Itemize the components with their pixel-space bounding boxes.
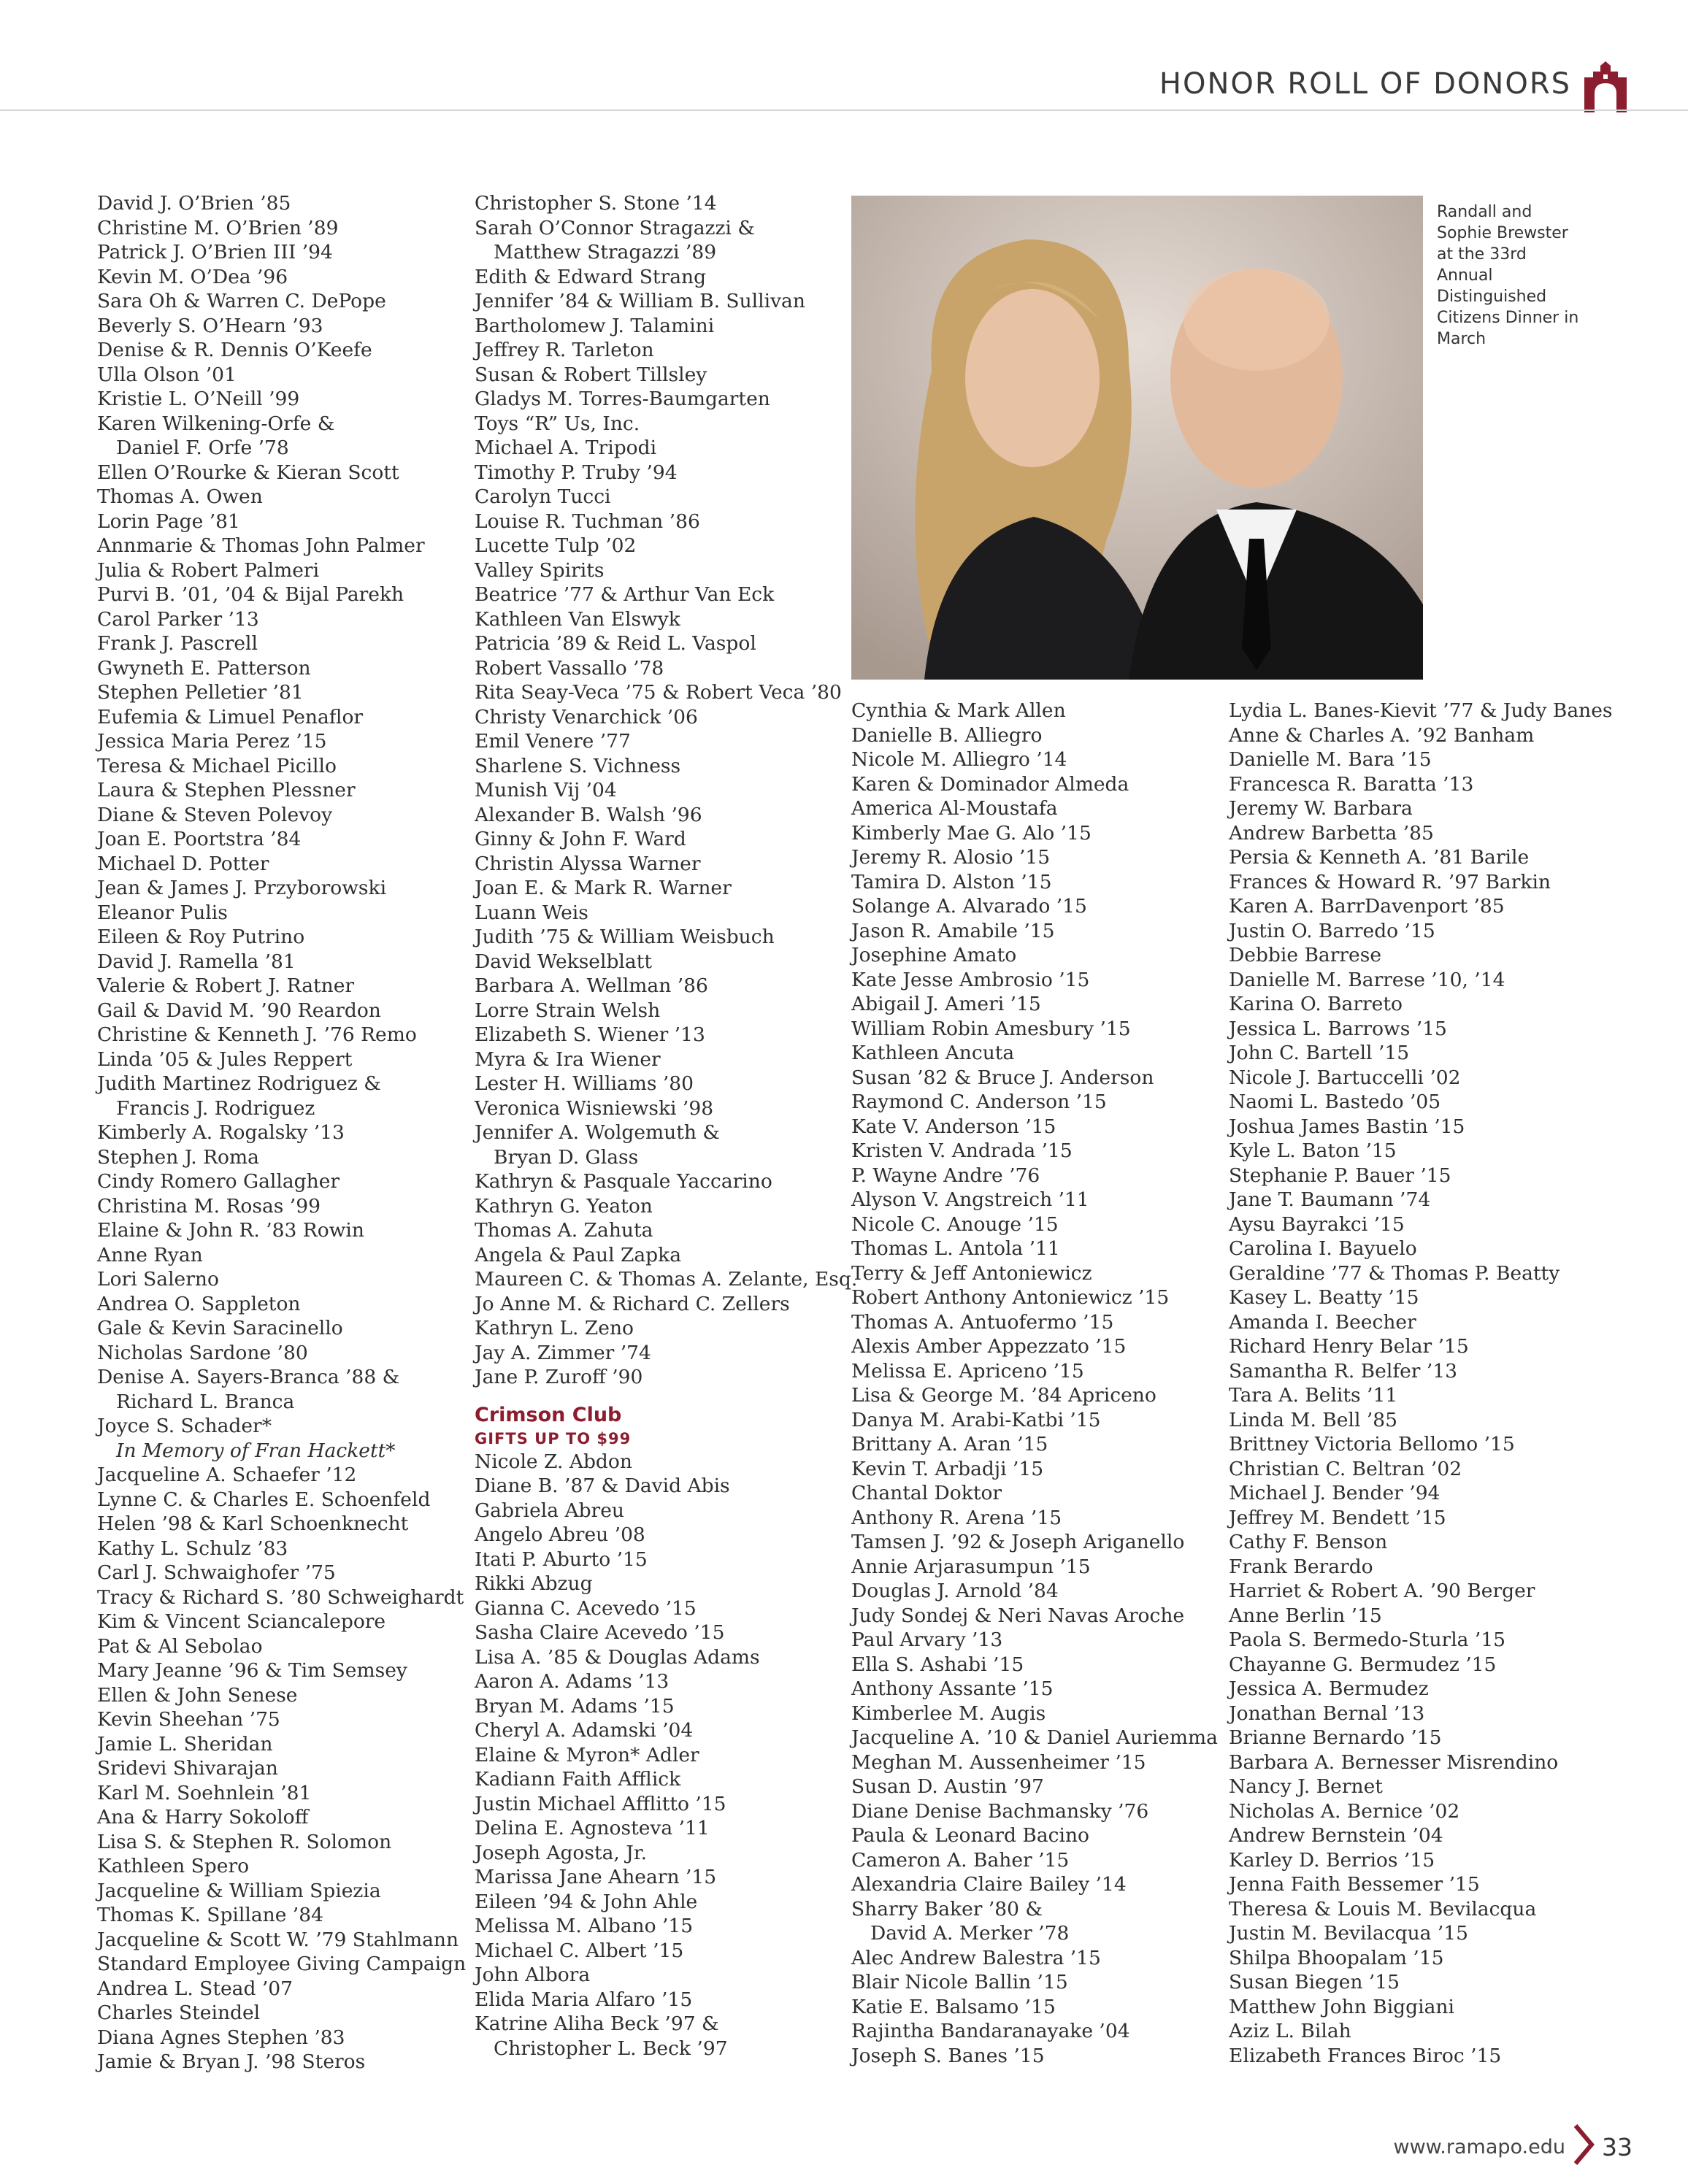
donor-name: Tamsen J. ’92 & Joseph Ariganello bbox=[851, 1531, 1185, 1553]
donor-name: Joshua James Bastin ’15 bbox=[1229, 1115, 1465, 1138]
donor-name: Jacqueline & Scott W. ’79 Stahlmann bbox=[97, 1928, 459, 1951]
donor-name: Carol Parker ’13 bbox=[97, 607, 259, 631]
donor-name: Cynthia & Mark Allen bbox=[851, 699, 1066, 722]
donor-name: Kevin M. O’Dea ’96 bbox=[97, 265, 288, 288]
page-number: 33 bbox=[1602, 2133, 1633, 2161]
donor-name: Joyce S. Schader* bbox=[97, 1415, 272, 1437]
donor-name: Laura & Stephen Plessner bbox=[97, 779, 356, 801]
donor-name: Abigail J. Ameri ’15 bbox=[851, 993, 1041, 1015]
donor-name: Geraldine ’77 & Thomas P. Beatty bbox=[1229, 1261, 1560, 1285]
donor-name: Jamie L. Sheridan bbox=[97, 1732, 273, 1756]
donor-name: Jessica L. Barrows ’15 bbox=[1229, 1017, 1447, 1040]
donor-name: Nicole Z. Abdon bbox=[475, 1450, 632, 1473]
section-heading: Crimson Club bbox=[475, 1403, 622, 1426]
donor-name: Christin Alyssa Warner bbox=[475, 852, 701, 875]
donor-name: Sara Oh & Warren C. DePope bbox=[97, 290, 386, 312]
donor-name-continued: Bryan D. Glass bbox=[494, 1145, 639, 1169]
donor-name: Ginny & John F. Ward bbox=[475, 828, 686, 850]
donor-name: Emil Venere ’77 bbox=[475, 730, 631, 753]
donor-name: Brianne Bernardo ’15 bbox=[1229, 1726, 1442, 1749]
donor-name: Gail & David M. ’90 Reardon bbox=[97, 999, 381, 1022]
donor-name: Ulla Olson ’01 bbox=[97, 363, 237, 386]
donor-name: Brittany A. Aran ’15 bbox=[851, 1433, 1048, 1456]
donor-name: Alyson V. Angstreich ’11 bbox=[851, 1188, 1089, 1211]
donor-name: Cameron A. Baher ’15 bbox=[851, 1848, 1070, 1872]
donor-name: Kate V. Anderson ’15 bbox=[851, 1115, 1056, 1138]
donor-name: Valley Spirits bbox=[475, 558, 605, 582]
donor-name: Christian C. Beltran ’02 bbox=[1229, 1457, 1462, 1480]
donor-name: Teresa & Michael Picillo bbox=[97, 754, 337, 777]
donor-name: Beatrice ’77 & Arthur Van Eck bbox=[475, 583, 775, 606]
donor-name: Brittney Victoria Bellomo ’15 bbox=[1229, 1433, 1515, 1456]
donor-name: Nicole M. Alliegro ’14 bbox=[851, 748, 1067, 771]
donor-name: P. Wayne Andre ’76 bbox=[851, 1164, 1040, 1187]
donor-name: Jeremy W. Barbara bbox=[1229, 797, 1413, 820]
donor-name: Christine M. O’Brien ’89 bbox=[97, 216, 339, 239]
donor-name-continued: David A. Merker ’78 bbox=[870, 1922, 1070, 1945]
donor-name: Douglas J. Arnold ’84 bbox=[851, 1580, 1059, 1602]
donor-name: Diana Agnes Stephen ’83 bbox=[97, 2026, 345, 2049]
donor-name: Shilpa Bhoopalam ’15 bbox=[1229, 1946, 1444, 1969]
donor-name: Kimberly A. Rogalsky ’13 bbox=[97, 1121, 345, 1144]
donor-name: Sasha Claire Acevedo ’15 bbox=[475, 1621, 725, 1644]
donor-name: Sharry Baker ’80 & bbox=[851, 1897, 1043, 1920]
donor-name: Kate Jesse Ambrosio ’15 bbox=[851, 968, 1090, 991]
donor-name: Christina M. Rosas ’99 bbox=[97, 1194, 321, 1218]
donor-name: Jean & James J. Przyborowski bbox=[97, 877, 387, 899]
donor-name: Debbie Barrese bbox=[1229, 944, 1382, 966]
donor-name: Joseph S. Banes ’15 bbox=[851, 2044, 1045, 2067]
donor-name: Christopher S. Stone ’14 bbox=[475, 192, 717, 215]
donor-name: Chantal Doktor bbox=[851, 1482, 1002, 1504]
header-divider bbox=[0, 109, 1688, 111]
donor-name: Barbara A. Bernesser Misrendino bbox=[1229, 1750, 1559, 1774]
donor-name: Ana & Harry Sokoloff bbox=[97, 1806, 309, 1829]
donor-name: Ellen & John Senese bbox=[97, 1683, 298, 1707]
donor-name: Kathryn G. Yeaton bbox=[475, 1194, 653, 1218]
donor-column-4 bbox=[1229, 699, 1613, 2068]
donor-name: Standard Employee Giving Campaign bbox=[97, 1953, 467, 1975]
donor-name: Jo Anne M. & Richard C. Zellers bbox=[475, 1292, 790, 1315]
donor-name: Kimberly Mae G. Alo ’15 bbox=[851, 821, 1092, 845]
donor-name: Alec Andrew Balestra ’15 bbox=[851, 1946, 1101, 1969]
donor-name: Solange A. Alvarado ’15 bbox=[851, 895, 1087, 918]
donor-name: Blair Nicole Ballin ’15 bbox=[851, 1971, 1068, 1993]
donor-name: Elaine & Myron* Adler bbox=[475, 1743, 699, 1766]
donor-name: Angela & Paul Zapka bbox=[475, 1243, 681, 1266]
donor-name: Amanda I. Beecher bbox=[1229, 1310, 1416, 1334]
donor-name: Andrew Barbetta ’85 bbox=[1229, 821, 1434, 845]
donor-name: Anne & Charles A. ’92 Banham bbox=[1229, 723, 1535, 747]
donor-name: Elizabeth S. Wiener ’13 bbox=[475, 1023, 705, 1046]
donor-name: Tracy & Richard S. ’80 Schweighardt bbox=[97, 1585, 464, 1609]
donor-name: Jennifer ’84 & William B. Sullivan bbox=[475, 290, 805, 312]
donor-name: Danielle B. Alliegro bbox=[851, 723, 1043, 747]
donor-name: Annmarie & Thomas John Palmer bbox=[97, 534, 425, 557]
donor-name: Kadiann Faith Afflick bbox=[475, 1768, 681, 1791]
donor-name: Lucette Tulp ’02 bbox=[475, 534, 637, 557]
donor-name: Kathryn L. Zeno bbox=[475, 1317, 634, 1339]
donor-name: Eleanor Pulis bbox=[97, 901, 228, 924]
donor-name: Mary Jeanne ’96 & Tim Semsey bbox=[97, 1659, 407, 1682]
donor-name: Raymond C. Anderson ’15 bbox=[851, 1091, 1107, 1113]
donor-name: Valerie & Robert J. Ratner bbox=[97, 974, 355, 997]
donor-name: John Albora bbox=[475, 1964, 591, 1986]
donor-name: Harriet & Robert A. ’90 Berger bbox=[1229, 1580, 1535, 1602]
donor-name: Jason R. Amabile ’15 bbox=[851, 919, 1055, 942]
donor-name: Cathy F. Benson bbox=[1229, 1531, 1388, 1553]
donor-name: Thomas A. Owen bbox=[97, 485, 263, 508]
donor-name: Patricia ’89 & Reid L. Vaspol bbox=[475, 632, 756, 655]
donor-name: Lydia L. Banes-Kievit ’77 & Judy Banes bbox=[1229, 699, 1613, 722]
donor-name: Melissa M. Albano ’15 bbox=[475, 1915, 694, 1937]
donor-name: Rita Seay-Veca ’75 & Robert Veca ’80 bbox=[475, 681, 842, 704]
donor-name: Cindy Romero Gallagher bbox=[97, 1170, 340, 1193]
donor-name: America Al-Moustafa bbox=[851, 797, 1058, 820]
donor-column-2 bbox=[475, 191, 857, 2061]
donor-name: Ella S. Ashabi ’15 bbox=[851, 1653, 1024, 1676]
donor-name-continued: Matthew Stragazzi ’89 bbox=[494, 241, 717, 264]
donor-name: Melissa E. Apriceno ’15 bbox=[851, 1359, 1084, 1383]
memorial-note: In Memory of Fran Hackett* bbox=[116, 1439, 396, 1462]
donor-name: Denise A. Sayers-Branca ’88 & bbox=[97, 1366, 400, 1388]
donor-name: Jane T. Baumann ’74 bbox=[1229, 1188, 1431, 1211]
donor-name: Lynne C. & Charles E. Schoenfeld bbox=[97, 1488, 431, 1511]
donor-name: Judith ’75 & William Weisbuch bbox=[475, 926, 775, 948]
donor-name: Lisa & George M. ’84 Apriceno bbox=[851, 1384, 1156, 1407]
donor-name: Joan E. Poortstra ’84 bbox=[97, 828, 302, 850]
donor-name: Matthew John Biggiani bbox=[1229, 1995, 1454, 2018]
donor-name: Helen ’98 & Karl Schoenknecht bbox=[97, 1512, 409, 1535]
donor-name: Jenna Faith Bessemer ’15 bbox=[1229, 1873, 1480, 1896]
donor-name: Diane & Steven Polevoy bbox=[97, 803, 333, 826]
donor-name: Gabriela Abreu bbox=[475, 1499, 624, 1522]
event-photo bbox=[851, 196, 1423, 680]
donor-column-1 bbox=[97, 191, 466, 2075]
donor-name-continued: Christopher L. Beck ’97 bbox=[494, 2037, 728, 2060]
donor-name: Paul Arvary ’13 bbox=[851, 1629, 1003, 1651]
donor-name: Susan ’82 & Bruce J. Anderson bbox=[851, 1066, 1154, 1089]
donor-name: Bartholomew J. Talamini bbox=[475, 314, 715, 337]
donor-name: Jacqueline & William Spiezia bbox=[97, 1879, 381, 1902]
donor-name: Susan D. Austin ’97 bbox=[851, 1775, 1044, 1798]
donor-name: Gladys M. Torres-Baumgarten bbox=[475, 388, 770, 410]
donor-name: Kasey L. Beatty ’15 bbox=[1229, 1286, 1419, 1309]
donor-name: Jacqueline A. ’10 & Daniel Auriemma bbox=[851, 1726, 1218, 1749]
donor-name: Elaine & John R. ’83 Rowin bbox=[97, 1219, 364, 1242]
donor-name: Marissa Jane Ahearn ’15 bbox=[475, 1866, 717, 1888]
donor-name: Maureen C. & Thomas A. Zelante, Esq. bbox=[475, 1268, 858, 1291]
donor-name: Gianna C. Acevedo ’15 bbox=[475, 1596, 697, 1620]
donor-name: Karen Wilkening-Orfe & bbox=[97, 412, 335, 435]
donor-name: Kathleen Van Elswyk bbox=[475, 607, 680, 631]
donor-name: Luann Weis bbox=[475, 901, 588, 924]
donor-name: Delina E. Agnosteva ’11 bbox=[475, 1817, 710, 1839]
donor-name: Karl M. Soehnlein ’81 bbox=[97, 1781, 312, 1804]
donor-name: Louise R. Tuchman ’86 bbox=[475, 510, 700, 533]
donor-name: Danielle M. Barrese ’10, ’14 bbox=[1229, 968, 1505, 991]
donor-name: Karen & Dominador Almeda bbox=[851, 772, 1129, 796]
donor-name: Christine & Kenneth J. ’76 Remo bbox=[97, 1023, 417, 1046]
chevron-right-icon bbox=[1573, 2124, 1595, 2165]
donor-name: David J. O’Brien ’85 bbox=[97, 192, 291, 215]
donor-name: Justin M. Bevilacqua ’15 bbox=[1229, 1922, 1469, 1945]
donor-name: Eufemia & Limuel Penaflor bbox=[97, 705, 364, 728]
donor-name: Aaron A. Adams ’13 bbox=[475, 1670, 670, 1693]
donor-column-3 bbox=[851, 699, 1218, 2068]
donor-name: Thomas K. Spillane ’84 bbox=[97, 1904, 323, 1926]
donor-name: Michael D. Potter bbox=[97, 852, 269, 875]
donor-name: Paula & Leonard Bacino bbox=[851, 1824, 1089, 1847]
donor-name: Aysu Bayrakci ’15 bbox=[1229, 1212, 1405, 1236]
donor-name: Timothy P. Truby ’94 bbox=[475, 461, 678, 484]
donor-name: Eileen & Roy Putrino bbox=[97, 926, 305, 948]
donor-name: John C. Bartell ’15 bbox=[1229, 1042, 1410, 1064]
donor-name: Frank Berardo bbox=[1229, 1555, 1373, 1578]
donor-name: Toys “R” Us, Inc. bbox=[475, 412, 640, 435]
donor-name: David Wekselblatt bbox=[475, 950, 652, 973]
donor-name: Jane P. Zuroff ’90 bbox=[475, 1366, 643, 1388]
donor-name: Jeffrey M. Bendett ’15 bbox=[1229, 1506, 1446, 1529]
donor-name: Kristie L. O’Neill ’99 bbox=[97, 388, 300, 410]
donor-name: Kyle L. Baton ’15 bbox=[1229, 1139, 1397, 1162]
donor-name: Alexander B. Walsh ’96 bbox=[475, 803, 702, 826]
donor-name: Carolina I. Bayuelo bbox=[1229, 1237, 1417, 1260]
donor-name: Andrea L. Stead ’07 bbox=[97, 1977, 294, 2000]
donor-name: Kevin Sheehan ’75 bbox=[97, 1708, 280, 1731]
donor-name: Paola S. Bermedo-Sturla ’15 bbox=[1229, 1629, 1506, 1651]
donor-name: Michael J. Bender ’94 bbox=[1229, 1482, 1440, 1504]
donor-name: Beverly S. O’Hearn ’93 bbox=[97, 314, 323, 337]
donor-name: Veronica Wisniewski ’98 bbox=[475, 1096, 714, 1120]
donor-name-continued: Daniel F. Orfe ’78 bbox=[116, 437, 289, 459]
donor-name: Danielle M. Bara ’15 bbox=[1229, 748, 1432, 771]
donor-name: Rajintha Bandaranayake ’04 bbox=[851, 2020, 1130, 2042]
donor-name: Stephen J. Roma bbox=[97, 1145, 259, 1169]
donor-name: Pat & Al Sebolao bbox=[97, 1634, 263, 1658]
donor-name: Robert Vassallo ’78 bbox=[475, 656, 664, 680]
donor-name: Joseph Agosta, Jr. bbox=[475, 1841, 648, 1864]
donor-name: Annie Arjarasumpun ’15 bbox=[851, 1555, 1091, 1578]
donor-name: Anthony Assante ’15 bbox=[851, 1677, 1054, 1700]
donor-name: Joan E. & Mark R. Warner bbox=[475, 877, 732, 899]
donor-name: Thomas A. Zahuta bbox=[475, 1219, 653, 1242]
donor-name: Cheryl A. Adamski ’04 bbox=[475, 1719, 694, 1742]
donor-name: Naomi L. Bastedo ’05 bbox=[1229, 1091, 1441, 1113]
donor-name: Bryan M. Adams ’15 bbox=[475, 1694, 675, 1718]
donor-name: Munish Vij ’04 bbox=[475, 779, 617, 801]
donor-name: Persia & Kenneth A. ’81 Barile bbox=[1229, 846, 1530, 869]
donor-name: Gwyneth E. Patterson bbox=[97, 656, 311, 680]
donor-name: Eileen ’94 & John Ahle bbox=[475, 1890, 698, 1913]
donor-name: Chayanne G. Bermudez ’15 bbox=[1229, 1653, 1497, 1676]
donor-name: Kathleen Spero bbox=[97, 1855, 250, 1877]
donor-name: Edith & Edward Strang bbox=[475, 265, 707, 288]
section-subheading: GIFTS UP TO $99 bbox=[475, 1429, 632, 1447]
donor-name-continued: Richard L. Branca bbox=[116, 1390, 295, 1413]
donor-name: Kristen V. Andrada ’15 bbox=[851, 1139, 1073, 1162]
donor-name: Lorin Page ’81 bbox=[97, 510, 240, 533]
donor-name: Katie E. Balsamo ’15 bbox=[851, 1995, 1056, 2018]
donor-name: Jamie & Bryan J. ’98 Steros bbox=[97, 2050, 366, 2073]
donor-name: Susan & Robert Tillsley bbox=[475, 363, 707, 386]
page-header-title: HONOR ROLL OF DONORS bbox=[1159, 67, 1571, 101]
section-spacer bbox=[475, 1390, 857, 1403]
donor-name: Karina O. Barreto bbox=[1229, 993, 1403, 1015]
donor-name: Jessica Maria Perez ’15 bbox=[97, 730, 327, 753]
donor-name: Michael C. Albert ’15 bbox=[475, 1939, 684, 1962]
donor-name: Andrea O. Sappleton bbox=[97, 1292, 301, 1315]
donor-name: Diane Denise Bachmansky ’76 bbox=[851, 1799, 1149, 1823]
donor-name: Josephine Amato bbox=[851, 944, 1017, 966]
donor-name: Kim & Vincent Sciancalepore bbox=[97, 1610, 386, 1633]
donor-name-continued: Francis J. Rodriguez bbox=[116, 1096, 315, 1120]
donor-name: Linda ’05 & Jules Reppert bbox=[97, 1047, 353, 1071]
donor-name: Tara A. Belits ’11 bbox=[1229, 1384, 1398, 1407]
donor-name: Justin O. Barredo ’15 bbox=[1229, 919, 1435, 942]
donor-name: Stephen Pelletier ’81 bbox=[97, 681, 304, 704]
donor-name: Richard Henry Belar ’15 bbox=[1229, 1335, 1469, 1358]
donor-name: Purvi B. ’01, ’04 & Bijal Parekh bbox=[97, 583, 404, 606]
donor-name: Itati P. Aburto ’15 bbox=[475, 1547, 648, 1571]
donor-name: Stephanie P. Bauer ’15 bbox=[1229, 1164, 1451, 1187]
donor-name: Judith Martinez Rodriguez & bbox=[97, 1072, 381, 1095]
donor-name: Myra & Ira Wiener bbox=[475, 1047, 661, 1071]
donor-name: Karley D. Berrios ’15 bbox=[1229, 1848, 1435, 1872]
donor-name: Linda M. Bell ’85 bbox=[1229, 1408, 1397, 1431]
donor-name: Nicole C. Anouge ’15 bbox=[851, 1212, 1059, 1236]
donor-name: Katrine Aliha Beck ’97 & bbox=[475, 2012, 719, 2035]
donor-name: Jacqueline A. Schaefer ’12 bbox=[97, 1464, 357, 1486]
donor-name: Justin Michael Afflitto ’15 bbox=[475, 1792, 726, 1815]
donor-name: Jeffrey R. Tarleton bbox=[475, 339, 654, 361]
donor-name: Lisa A. ’85 & Douglas Adams bbox=[475, 1645, 760, 1669]
donor-name: Alexandria Claire Bailey ’14 bbox=[851, 1873, 1127, 1896]
donor-name: Sridevi Shivarajan bbox=[97, 1757, 278, 1780]
donor-name: Barbara A. Wellman ’86 bbox=[475, 974, 708, 997]
donor-name: Terry & Jeff Antoniewicz bbox=[851, 1261, 1092, 1285]
donor-name: Meghan M. Aussenheimer ’15 bbox=[851, 1750, 1146, 1774]
donor-name: Nicholas Sardone ’80 bbox=[97, 1341, 308, 1364]
donor-name: Jay A. Zimmer ’74 bbox=[475, 1341, 651, 1364]
donor-name: Elida Maria Alfaro ’15 bbox=[475, 1988, 693, 2011]
donor-name: Carl J. Schwaighofer ’75 bbox=[97, 1561, 336, 1584]
donor-name: Patrick J. O’Brien III ’94 bbox=[97, 241, 333, 264]
donor-name: William Robin Amesbury ’15 bbox=[851, 1017, 1131, 1040]
donor-name: Anthony R. Arena ’15 bbox=[851, 1506, 1062, 1529]
donor-name: Andrew Bernstein ’04 bbox=[1229, 1824, 1443, 1847]
donor-name: Jonathan Bernal ’13 bbox=[1229, 1702, 1425, 1725]
donor-name: Frances & Howard R. ’97 Barkin bbox=[1229, 870, 1551, 893]
donor-name: Lisa S. & Stephen R. Solomon bbox=[97, 1830, 392, 1853]
donor-name: Judy Sondej & Neri Navas Aroche bbox=[851, 1604, 1185, 1627]
donor-name: Alexis Amber Appezzato ’15 bbox=[851, 1335, 1127, 1358]
donor-name: Danya M. Arabi-Katbi ’15 bbox=[851, 1408, 1101, 1431]
donor-name: Anne Ryan bbox=[97, 1243, 203, 1266]
donor-name: Denise & R. Dennis O’Keefe bbox=[97, 339, 372, 361]
donor-name: Jeremy R. Alosio ’15 bbox=[851, 846, 1051, 869]
donor-name: Robert Anthony Antoniewicz ’15 bbox=[851, 1286, 1170, 1309]
donor-name: Aziz L. Bilah bbox=[1229, 2020, 1351, 2042]
donor-name: Frank J. Pascrell bbox=[97, 632, 258, 655]
donor-name: Kathryn & Pasquale Yaccarino bbox=[475, 1170, 772, 1193]
donor-name: Carolyn Tucci bbox=[475, 485, 611, 508]
donor-name: Lorre Strain Welsh bbox=[475, 999, 661, 1022]
donor-name: Sharlene S. Vichness bbox=[475, 754, 681, 777]
donor-name: Nicholas A. Bernice ’02 bbox=[1229, 1799, 1460, 1823]
donor-name: Samantha R. Belfer ’13 bbox=[1229, 1359, 1458, 1383]
donor-name: Kevin T. Arbadji ’15 bbox=[851, 1457, 1044, 1480]
donor-name: Francesca R. Baratta ’13 bbox=[1229, 772, 1474, 796]
donor-name: Nicole J. Bartuccelli ’02 bbox=[1229, 1066, 1461, 1089]
donor-name: Tamira D. Alston ’15 bbox=[851, 870, 1052, 893]
donor-name: Michael A. Tripodi bbox=[475, 437, 657, 459]
photo-caption: Randall and Sophie Brewster at the 33rd Annual Distinguished Citizens Dinner in March bbox=[1437, 203, 1579, 348]
donor-name: Susan Biegen ’15 bbox=[1229, 1971, 1400, 1993]
footer-website-link[interactable]: www.ramapo.edu bbox=[1393, 2136, 1565, 2158]
donor-name: Sarah O’Connor Stragazzi & bbox=[475, 216, 755, 239]
arch-logo-icon bbox=[1581, 61, 1630, 112]
donor-name: Elizabeth Frances Biroc ’15 bbox=[1229, 2044, 1502, 2067]
donor-name: Kimberlee M. Augis bbox=[851, 1702, 1046, 1725]
photo-illustration bbox=[851, 196, 1423, 680]
donor-name: Nancy J. Bernet bbox=[1229, 1775, 1383, 1798]
donor-name: Ellen O’Rourke & Kieran Scott bbox=[97, 461, 399, 484]
donor-name: Charles Steindel bbox=[97, 2002, 261, 2024]
donor-name: Angelo Abreu ’08 bbox=[475, 1523, 645, 1546]
donor-name: Christy Venarchick ’06 bbox=[475, 705, 698, 728]
donor-name: Diane B. ’87 & David Abis bbox=[475, 1474, 730, 1497]
donor-name: Julia & Robert Palmeri bbox=[97, 558, 320, 582]
donor-name: Kathy L. Schulz ’83 bbox=[97, 1537, 288, 1560]
donor-name: Gale & Kevin Saracinello bbox=[97, 1317, 343, 1339]
donor-name: Jennifer A. Wolgemuth & bbox=[475, 1121, 720, 1144]
donor-name: Thomas L. Antola ’11 bbox=[851, 1237, 1060, 1260]
donor-name: David J. Ramella ’81 bbox=[97, 950, 296, 973]
donor-name: Theresa & Louis M. Bevilacqua bbox=[1229, 1897, 1537, 1920]
donor-name: Lori Salerno bbox=[97, 1268, 219, 1291]
donor-name: Karen A. BarrDavenport ’85 bbox=[1229, 895, 1505, 918]
donor-name: Kathleen Ancuta bbox=[851, 1042, 1015, 1064]
donor-name: Thomas A. Antuofermo ’15 bbox=[851, 1310, 1114, 1334]
donor-name: Rikki Abzug bbox=[475, 1572, 593, 1595]
donor-name: Lester H. Williams ’80 bbox=[475, 1072, 694, 1095]
donor-name: Anne Berlin ’15 bbox=[1229, 1604, 1382, 1627]
donor-name: Jessica A. Bermudez bbox=[1229, 1677, 1429, 1700]
